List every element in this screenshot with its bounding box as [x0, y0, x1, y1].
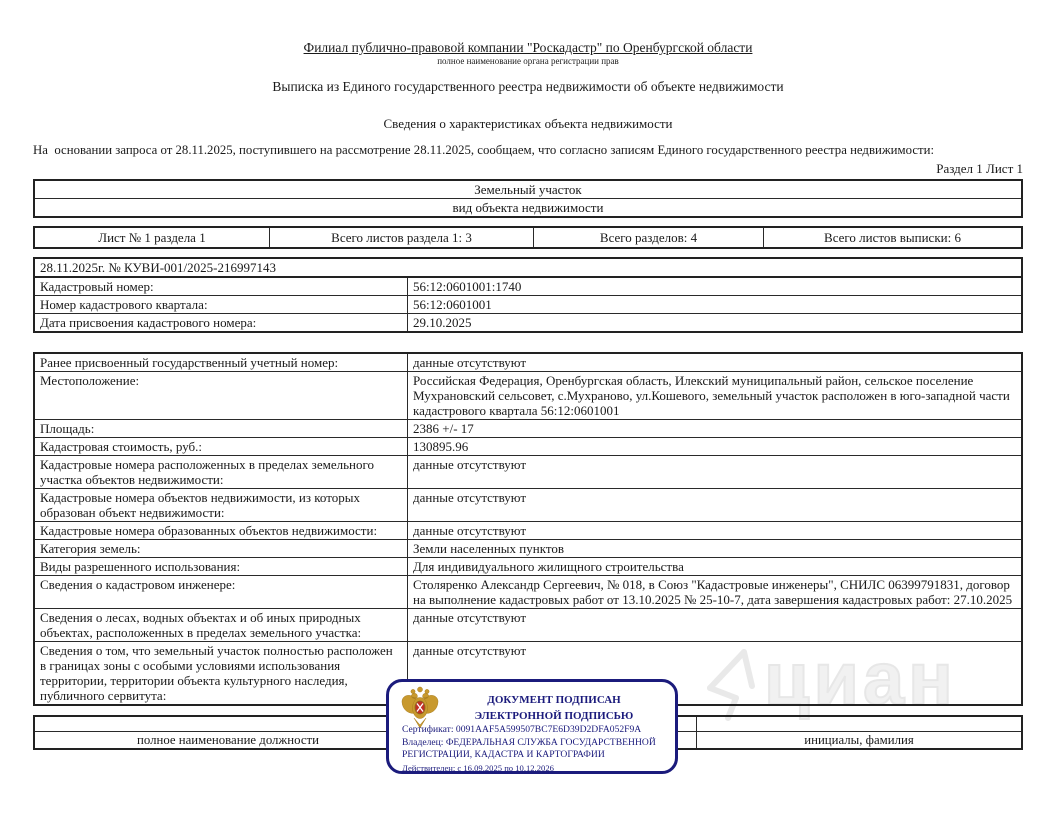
signature-cell-blank — [35, 717, 422, 731]
signature-cell-blank — [697, 717, 1021, 731]
row-label: Сведения о кадастровом инженере: — [35, 576, 408, 608]
row-label: Местоположение: — [35, 372, 408, 419]
row-value: Земли населенных пунктов — [413, 541, 564, 556]
row-label: Виды разрешенного использования: — [35, 558, 408, 575]
row-label: Площадь: — [35, 420, 408, 437]
row-label: Кадастровый номер: — [35, 278, 408, 295]
extract-date-number: 28.11.2025г. № КУВИ-001/2025-216997143 — [40, 260, 276, 275]
row-value: Столяренко Александр Сергеевич, № 018, в Союз "Кадастровые инженеры", СНИЛС 06399791831, договор на выполнение кадастровых работ от 13.10.2025 № 25-10-7, дата завершения кадастровых работ: 27.10.2025 — [413, 577, 1013, 607]
row-label: Дата присвоения кадастрового номера: — [35, 314, 408, 331]
section-title: Сведения о характеристиках объекта недвижимости — [383, 116, 673, 131]
row-value: данные отсутствуют — [413, 490, 527, 505]
sheet-info-cell: Всего листов выписки: 6 — [824, 230, 961, 245]
object-type-table — [33, 179, 1023, 218]
document-header — [0, 0, 1056, 132]
object-type-caption: вид объекта недвижимости — [452, 200, 604, 215]
initials-caption: инициалы, фамилия — [804, 733, 914, 747]
row-value: 29.10.2025 — [413, 315, 472, 330]
stamp-owner-line1: Владелец: ФЕДЕРАЛЬНАЯ СЛУЖБА ГОСУДАРСТВЕННОЙ — [402, 736, 656, 748]
sheet-info-cell: Всего листов раздела 1: 3 — [270, 228, 534, 247]
registry-table — [33, 257, 1023, 333]
row-label: Ранее присвоенный государственный учетный номер: — [35, 354, 408, 371]
row-value: 2386 +/- 17 — [413, 421, 474, 436]
row-value: 56:12:0601001:1740 — [413, 279, 522, 294]
row-value: данные отсутствуют — [413, 523, 527, 538]
stamp-certificate: Сертификат: 0091AAF5A599507BC7E6D39D2DFA052F9A — [402, 724, 642, 735]
row-value: данные отсутствуют — [413, 610, 527, 625]
sheet-info-table — [33, 226, 1023, 249]
position-caption: полное наименование должности — [35, 732, 422, 748]
request-statement: На основании запроса от 28.11.2025, поступившего на рассмотрение 28.11.2025, сообщаем, что согласно записям Единого государственного реестра недвижимости: — [33, 143, 935, 157]
sheet-info-cell: Всего разделов: 4 — [534, 228, 764, 247]
details-table — [33, 352, 1023, 706]
sheet-info-cell: Лист № 1 раздела 1 — [35, 228, 270, 247]
org-subtitle: полное наименование органа регистрации прав — [437, 56, 619, 66]
digital-signature-stamp — [386, 679, 678, 774]
row-label: Сведения о лесах, водных объектах и об иных природных объектах, расположенных в пределах земельного участка: — [35, 609, 408, 641]
row-value: 56:12:0601001 — [413, 297, 492, 312]
stamp-title-line1: ДОКУМЕНТ ПОДПИСАН — [487, 694, 621, 706]
row-label: Номер кадастрового квартала: — [35, 296, 408, 313]
watermark-text: циан — [764, 637, 957, 720]
org-title: Филиал публично-правовой компании "Роскадастр" по Оренбургской области — [303, 40, 753, 55]
section-sheet-ref: Раздел 1 Лист 1 — [936, 161, 1023, 176]
row-value: Российская Федерация, Оренбургская область, Илекский муниципальный район, сельское поселение Мухрановский сельсовет, с.Мухраново, ул.Кошевого, земельный участок расположен в юго-западной части кадастрового квартала 56:12:0601001 — [413, 373, 1010, 418]
row-value: Для индивидуального жилищного строительства — [413, 559, 684, 574]
row-value: 130895.96 — [413, 439, 469, 454]
row-value: данные отсутствуют — [413, 457, 527, 472]
row-label: Кадастровые номера объектов недвижимости, из которых образован объект недвижимости: — [35, 489, 408, 521]
row-value: данные отсутствуют — [413, 643, 527, 658]
stamp-owner-line2: РЕГИСТРАЦИИ, КАДАСТРА И КАРТОГРАФИИ — [402, 749, 605, 760]
row-label: Кадастровые номера образованных объектов недвижимости: — [35, 522, 408, 539]
rosreestr-coat-of-arms-icon — [399, 686, 441, 728]
row-value: данные отсутствуют — [413, 355, 527, 370]
document-title: Выписка из Единого государственного реестра недвижимости об объекте недвижимости — [272, 79, 784, 94]
row-label: Кадастровые номера расположенных в пределах земельного участка объектов недвижимости: — [35, 456, 408, 488]
row-label: Категория земель: — [35, 540, 408, 557]
stamp-title-line2: ЭЛЕКТРОННОЙ ПОДПИСЬЮ — [474, 710, 634, 722]
row-label: Сведения о том, что земельный участок полностью расположен в границах зоны с особыми условиями использования территории, территории объекта культурного наследия, публичного сервитута: — [35, 642, 408, 704]
stamp-validity: Действителен: с 16.09.2025 по 10.12.2026 — [402, 762, 554, 773]
row-label: Кадастровая стоимость, руб.: — [35, 438, 408, 455]
object-type-value: Земельный участок — [474, 182, 582, 197]
